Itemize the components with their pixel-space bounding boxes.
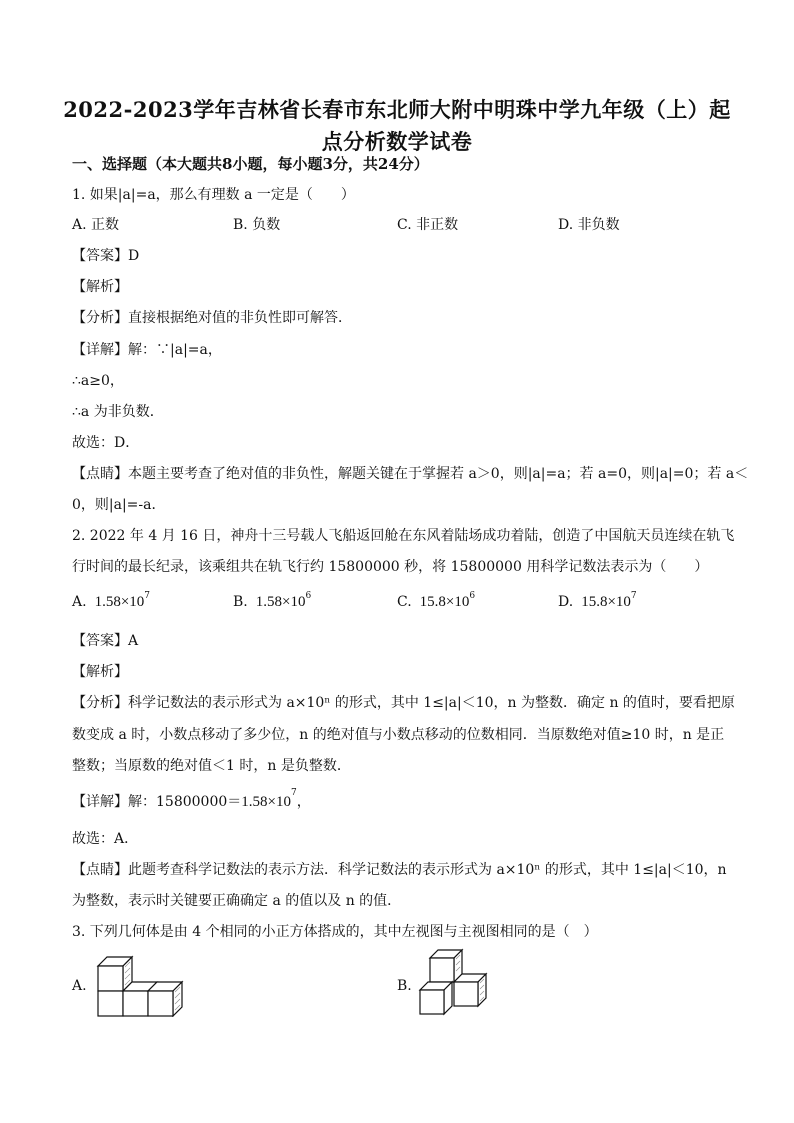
doc-title-line-1: 2022-2023学年吉林省长春市东北师大附中明珠中学九年级（上）起 — [63, 97, 731, 122]
q2-option-c-letter: C. — [397, 594, 412, 610]
cube-a1-front — [98, 966, 123, 991]
q2-option-b-base: 1.58×10 — [255, 594, 306, 610]
q2-option-a-exp: 7 — [144, 591, 151, 601]
q2-comment-line-1: 【点睛】此题考查科学记数法的表示方法．科学记数法的表示形式为 a×10ⁿ 的形式，其中 1≤|a|＜10，n — [72, 862, 727, 878]
q2-option-d-exp: 7 — [630, 591, 637, 601]
q2-option-d — [558, 591, 637, 611]
cube-a3-front — [123, 991, 148, 1016]
cube-a4-front — [148, 991, 173, 1016]
q1-option-c: C. 非正数 — [397, 217, 459, 233]
q2-detail — [72, 788, 311, 811]
q1-answer: 【答案】D — [72, 248, 140, 264]
q3-figure-a-cubes — [96, 955, 196, 1017]
q2-detail-base: 1.58×10 — [241, 794, 291, 810]
q1-choose: 故选：D． — [72, 435, 140, 451]
q2-option-c — [397, 591, 476, 611]
q2-option-a-base: 1.58×10 — [94, 594, 145, 610]
q2-jiexi: 【解析】 — [72, 664, 128, 680]
q2-stem-line-2: 行时间的最长纪录，该乘组共在轨飞行约 15800000 秒，将 15800000 用科学记数法表示为（ ） — [72, 559, 709, 575]
q3-figure-b-label: B. — [397, 978, 412, 994]
cube-b2-front — [420, 990, 444, 1014]
q1-option-a: A. 正数 — [72, 217, 120, 233]
q3-figure-a-label: A. — [72, 978, 87, 994]
q2-answer: 【答案】A — [72, 633, 139, 649]
q1-option-b: B. 负数 — [233, 217, 281, 233]
q2-option-a — [72, 591, 151, 611]
q1-detail: 【详解】解：∵|a|=a， — [72, 342, 222, 358]
q2-comment-line-2: 为整数，表示时关键要正确确定 a 的值以及 n 的值． — [72, 893, 402, 909]
q2-option-a-letter: A. — [72, 594, 87, 610]
q1-step-1: ∴a≥0， — [72, 373, 124, 389]
section-heading: 一、选择题（本大题共8小题，每小题3分，共24分） — [72, 155, 429, 173]
q2-option-d-base: 15.8×10 — [581, 594, 631, 610]
q3-figure-b-cubes — [418, 948, 498, 1018]
q2-option-b-letter: B. — [233, 594, 248, 610]
q2-analysis-line-3: 整数；当原数的绝对值＜1 时，n 是负整数． — [72, 758, 351, 774]
q1-jiexi: 【解析】 — [72, 279, 128, 295]
q2-option-d-letter: D. — [558, 594, 574, 610]
q2-option-b — [233, 591, 312, 611]
q1-comment-line-1: 【点睛】本题主要考查了绝对值的非负性，解题关键在于掌握若 a＞0，则|a|=a；若 a=0，则|a|=0；若 a＜ — [72, 466, 749, 482]
q1-step-2: ∴a 为非负数． — [72, 404, 164, 420]
q2-detail-prefix: 【详解】解：15800000＝ — [72, 794, 242, 810]
q2-option-b-exp: 6 — [305, 591, 312, 601]
doc-title-line-2: 点分析数学试卷 — [321, 129, 473, 154]
q1-option-d: D. 非负数 — [558, 217, 620, 233]
q3-stem: 3. 下列几何体是由 4 个相同的小正方体搭成的，其中左视图与主视图相同的是（ ） — [72, 924, 598, 940]
q2-option-c-base: 15.8×10 — [419, 594, 470, 610]
q2-analysis-line-1: 【分析】科学记数法的表示形式为 a×10ⁿ 的形式，其中 1≤|a|＜10，n 为整数．确定 n 的值时，要看把原 — [72, 695, 735, 711]
q2-option-c-exp: 6 — [469, 591, 476, 601]
cube-b3-front — [454, 982, 478, 1006]
q2-analysis-line-2: 数变成 a 时，小数点移动了多少位，n 的绝对值与小数点移动的位数相同．当原数绝对值≥10 时，n 是正 — [72, 727, 725, 743]
cube-b1-front — [430, 958, 454, 982]
q2-detail-exp: 7 — [290, 788, 297, 798]
q2-detail-suffix: ， — [296, 794, 311, 810]
q1-analysis: 【分析】直接根据绝对值的非负性即可解答． — [72, 310, 352, 326]
q1-comment-line-2: 0，则|a|=-a． — [72, 497, 166, 513]
q2-stem-line-1: 2. 2022 年 4 月 16 日，神舟十三号载人飞船返回舱在东风着陆场成功着陆，创造了中国航天员连续在轨飞 — [72, 528, 735, 544]
q2-choose: 故选：A． — [72, 831, 139, 847]
q1-stem: 1. 如果|a|=a，那么有理数 a 一定是（ ） — [72, 187, 355, 203]
cube-a2-front — [98, 991, 123, 1016]
